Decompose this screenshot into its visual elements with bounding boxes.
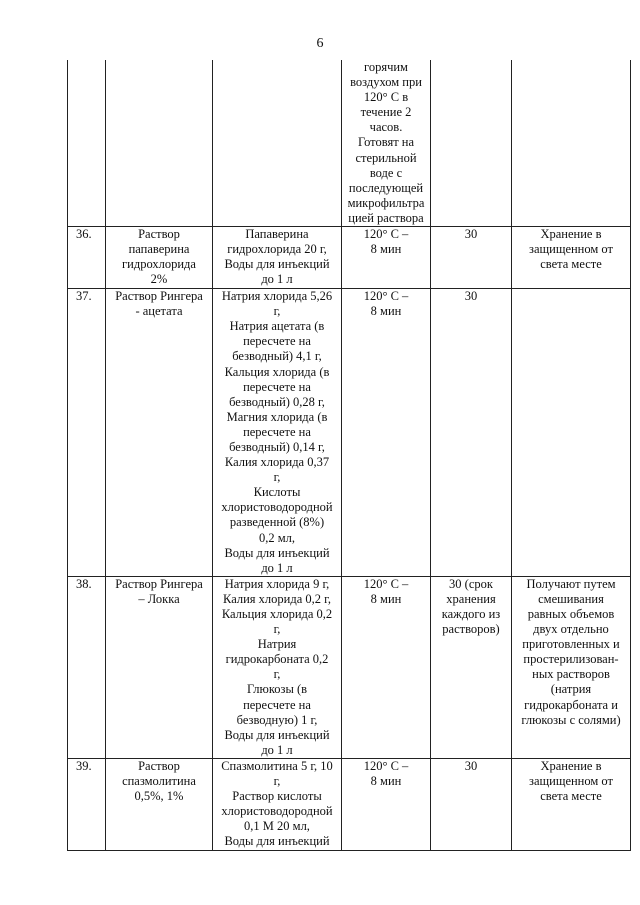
cell-shelf-life: 30 bbox=[431, 758, 512, 850]
cell-notes bbox=[512, 289, 631, 577]
cell-notes bbox=[512, 60, 631, 227]
table-row bbox=[68, 576, 631, 758]
cell-shelf-life: 30 bbox=[431, 289, 512, 577]
cell-name: Раствор Рингера - ацетата bbox=[106, 289, 213, 577]
cell-method: 120° С – 8 мин bbox=[342, 576, 431, 758]
cell-notes: Хранение в защищенном от света месте bbox=[512, 227, 631, 289]
cell-num bbox=[68, 60, 106, 227]
cell-num: 36. bbox=[68, 227, 106, 289]
table-row bbox=[68, 758, 631, 850]
table-row-continuation bbox=[68, 60, 631, 227]
cell-notes: Получают путем смешивания равных объемов двух отдельно приготовленных и простерилизован- ных растворов (натрия гидрокарбоната и глюкозы с солями) bbox=[512, 576, 631, 758]
table-row bbox=[68, 227, 631, 289]
cell-shelf-life: 30 (срок хранения каждого из растворов) bbox=[431, 576, 512, 758]
cell-method: 120° С – 8 мин bbox=[342, 289, 431, 577]
cell-composition: Натрия хлорида 5,26 г, Натрия ацетата (в пересчете на безводный) 4,1 г, Кальция хлорида (в пересчете на безводный) 0,28 г, Магния хлорида (в пересчете на безводный) 0,14 г, Калия хлорида 0,37 г, Кислоты хлористоводородной разведенной (8%) 0,2 мл, Воды для инъекций до 1 л bbox=[213, 289, 342, 577]
cell-shelf-life: 30 bbox=[431, 227, 512, 289]
cell-num: 38. bbox=[68, 576, 106, 758]
cell-name bbox=[106, 60, 213, 227]
cell-name: Раствор спазмолитина 0,5%, 1% bbox=[106, 758, 213, 850]
cell-method: горячим воздухом при 120° С в течение 2 часов. Готовят на стерильной воде с последующей микрофильтра цией раствора bbox=[342, 60, 431, 227]
cell-method: 120° С – 8 мин bbox=[342, 227, 431, 289]
cell-composition: Папаверина гидрохлорида 20 г, Воды для инъекций до 1 л bbox=[213, 227, 342, 289]
cell-shelf-life bbox=[431, 60, 512, 227]
cell-name: Раствор Рингера – Локка bbox=[106, 576, 213, 758]
cell-composition: Спазмолитина 5 г, 10 г, Раствор кислоты хлористоводородной 0,1 М 20 мл, Воды для инъекций bbox=[213, 758, 342, 850]
table-row bbox=[68, 289, 631, 577]
page-number: 6 bbox=[316, 36, 324, 51]
sterilization-table bbox=[67, 60, 631, 851]
cell-notes: Хранение в защищенном от света месте bbox=[512, 758, 631, 850]
cell-num: 37. bbox=[68, 289, 106, 577]
cell-composition bbox=[213, 60, 342, 227]
cell-name: Раствор папаверина гидрохлорида 2% bbox=[106, 227, 213, 289]
cell-method: 120° С – 8 мин bbox=[342, 758, 431, 850]
cell-num: 39. bbox=[68, 758, 106, 850]
cell-composition: Натрия хлорида 9 г, Калия хлорида 0,2 г, Кальция хлорида 0,2 г, Натрия гидрокарбоната 0,2 г, Глюкозы (в пересчете на безводную) 1 г, Воды для инъекций до 1 л bbox=[213, 576, 342, 758]
